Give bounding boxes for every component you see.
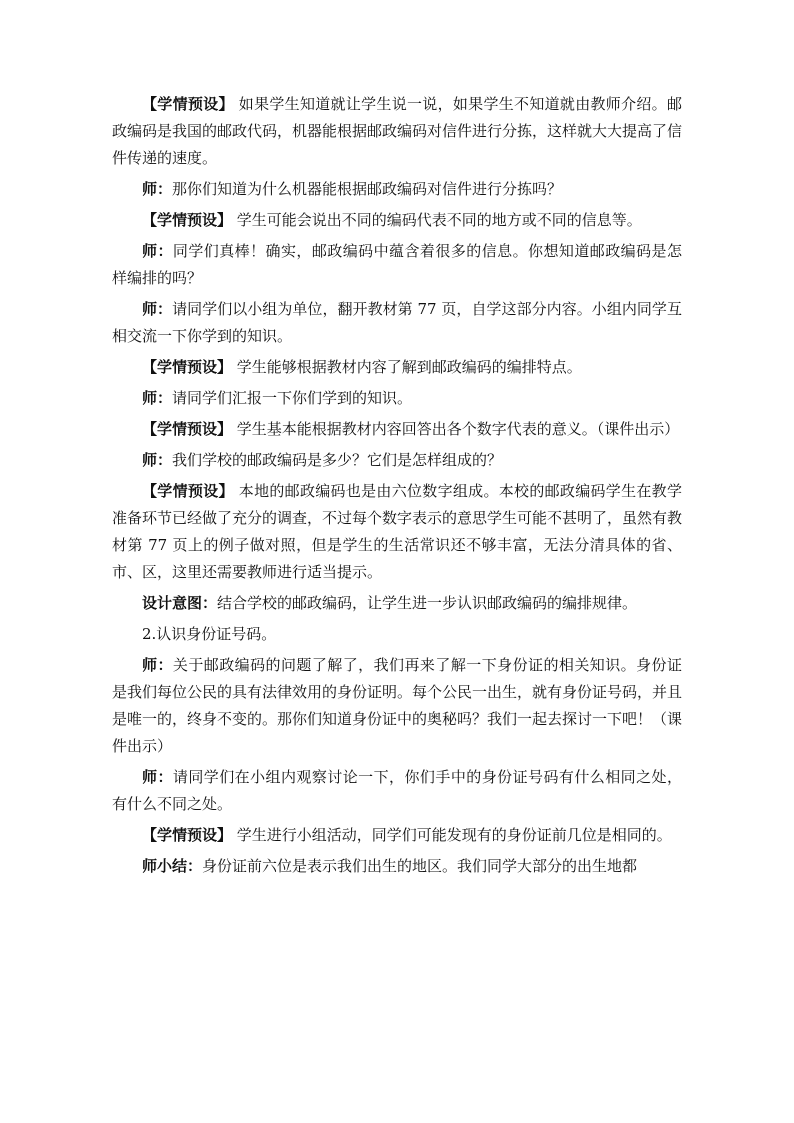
paragraph-lead: 师： xyxy=(142,242,173,260)
paragraph-text: 学生可能会说出不同的编码代表不同的地方或不同的信息等。 xyxy=(232,211,642,229)
paragraph xyxy=(112,621,682,648)
paragraph xyxy=(112,354,682,381)
paragraph-lead: 【学情预设】 xyxy=(142,211,233,229)
paragraph-lead: 师： xyxy=(142,300,173,318)
paragraph-text: 身份证前六位是表示我们出生的地区。我们同学大部分的出生地都 xyxy=(202,857,638,875)
paragraph-text: 我们学校的邮政编码是多少？它们是怎样组成的？ xyxy=(172,451,503,469)
paragraph-lead: 师： xyxy=(142,389,173,407)
paragraph-text: 学生能够根据教材内容了解到邮政编码的编排特点。 xyxy=(232,358,582,376)
document-page xyxy=(112,91,682,884)
paragraph xyxy=(112,91,682,172)
paragraph-lead: 师小结： xyxy=(142,857,203,875)
paragraph xyxy=(112,176,682,203)
paragraph xyxy=(112,385,682,412)
paragraph-lead: 【学情预设】 xyxy=(142,420,233,438)
paragraph xyxy=(112,296,682,350)
paragraph-lead: 师： xyxy=(142,656,173,674)
paragraph-text: 学生基本能根据教材内容回答出各个数字代表的意义。（课件出示） xyxy=(232,420,680,438)
paragraph-text: 2.认识身份证号码。 xyxy=(142,625,277,643)
paragraph-lead: 师： xyxy=(142,451,173,469)
paragraph-text: 关于邮政编码的问题了解了，我们再来了解一下身份证的相关知识。身份证是我们每位公民的具有法律效用的身份证明。每个公民一出生，就有身份证号码，并且是唯一的，终身不变的。那你们知道身份证中的奥秘吗？我们一起去探讨一下吧！（课件出示） xyxy=(112,656,683,755)
paragraph-text: 本地的邮政编码也是由六位数字组成。本校的邮政编码学生在教学准备环节已经做了充分的调查，不过每个数字表示的意思学生可能不甚明了，虽然有教材第 77 页上的例子做对照，但是学生的生活常识还不够丰富，无法分清具体的省、市、区，这里还需要教师进行适当提示。 xyxy=(112,482,683,581)
paragraph-text: 如果学生知道就让学生说一说，如果学生不知道就由教师介绍。邮政编码是我国的邮政代码，机器能根据邮政编码对信件进行分拣，这样就大大提高了信件传递的速度。 xyxy=(112,95,683,167)
paragraph-text: 那你们知道为什么机器能根据邮政编码对信件进行分拣吗？ xyxy=(172,180,563,198)
paragraph-text: 学生进行小组活动，同学们可能发现有的身份证前几位是相同的。 xyxy=(232,826,672,844)
paragraph xyxy=(112,416,682,443)
paragraph-lead: 【学情预设】 xyxy=(142,826,233,844)
paragraph xyxy=(112,590,682,617)
paragraph-lead: 【学情预设】 xyxy=(142,95,234,113)
paragraph xyxy=(112,238,682,292)
paragraph-text: 请同学们在小组内观察讨论一下，你们手中的身份证号码有什么相同之处，有什么不同之处。 xyxy=(112,768,682,813)
paragraph xyxy=(112,478,682,586)
paragraph xyxy=(112,447,682,474)
paragraph-lead: 【学情预设】 xyxy=(142,482,234,500)
paragraph xyxy=(112,652,682,760)
paragraph xyxy=(112,207,682,234)
paragraph-lead: 【学情预设】 xyxy=(142,358,233,376)
paragraph-lead: 师： xyxy=(142,768,173,786)
paragraph-text: 同学们真棒！确实，邮政编码中蕴含着很多的信息。你想知道邮政编码是怎样编排的吗？ xyxy=(112,242,682,287)
paragraph-text: 结合学校的邮政编码，让学生进一步认识邮政编码的编排规律。 xyxy=(217,594,638,612)
paragraph-text: 请同学们以小组为单位，翻开教材第 77 页，自学这部分内容。小组内同学互相交流一下你学到的知识。 xyxy=(112,300,682,345)
paragraph-lead: 设计意图： xyxy=(142,594,218,612)
paragraph xyxy=(112,764,682,818)
paragraph xyxy=(112,853,682,880)
paragraph xyxy=(112,822,682,849)
paragraph-text: 请同学们汇报一下你们学到的知识。 xyxy=(172,389,413,407)
paragraph-lead: 师： xyxy=(142,180,173,198)
